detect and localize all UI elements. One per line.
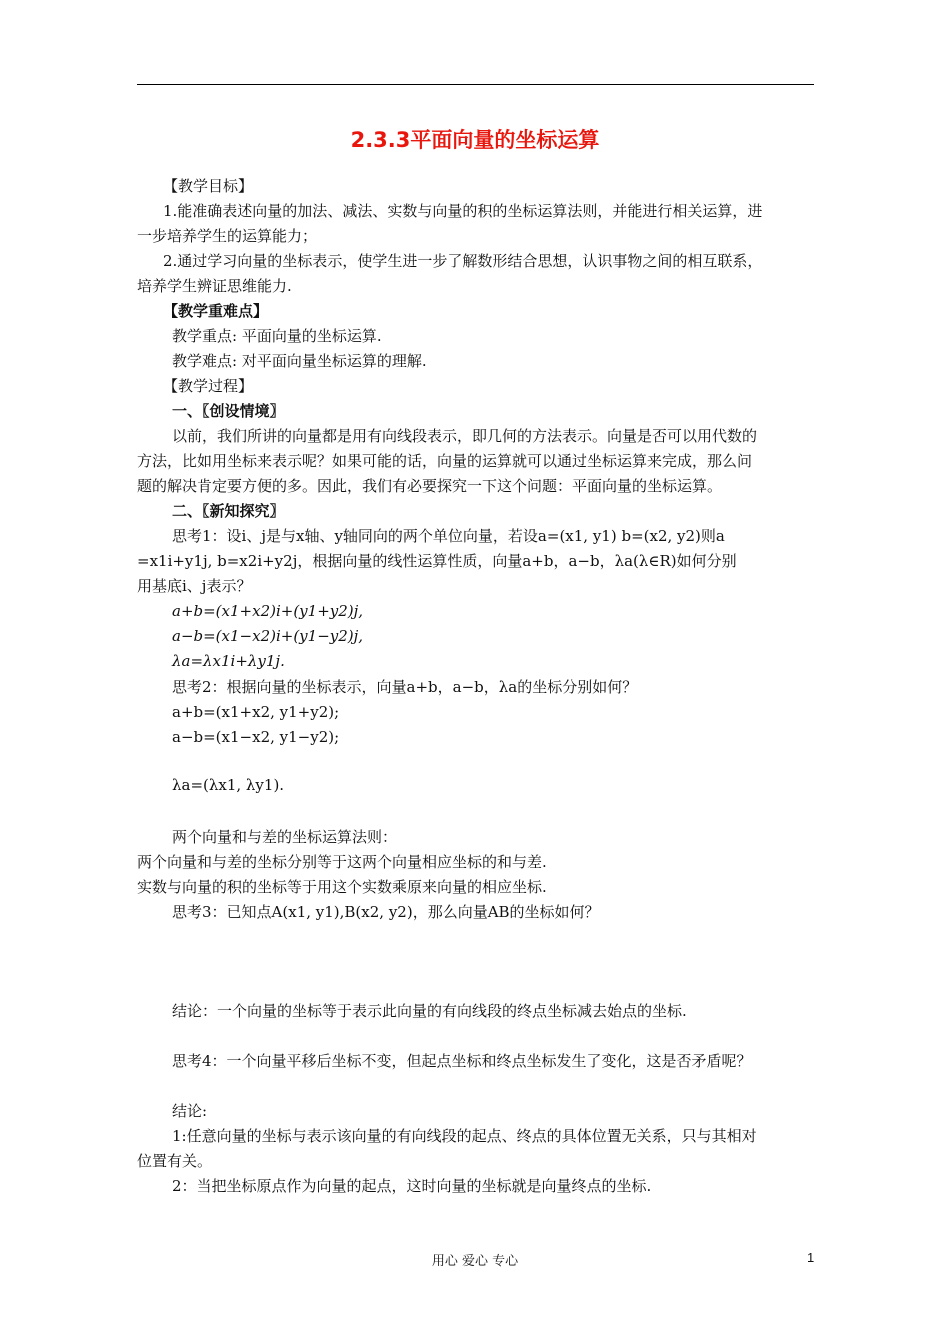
objectives-heading: 【教学目标】 [163, 177, 254, 195]
objective-1-line-1: 1.能准确表述向量的加法、减法、实数与向量的积的坐标运算法则，并能进行相关运算，进 [163, 202, 763, 220]
section-1-heading: 一、〖创设情境〗 [172, 402, 285, 420]
conclusion-2-heading: 结论: [172, 1102, 208, 1120]
equation-sum: a+b=(x1+x2)i+(y1+y2)j, [172, 602, 364, 620]
equation-difference: a−b=(x1−x2)i+(y1−y2)j, [172, 627, 364, 645]
conclusion-2-item-2: 2：当把坐标原点作为向量的起点，这时向量的坐标就是向量终点的坐标. [172, 1177, 652, 1195]
intro-line-3: 题的解决肯定要方便的多。因此，我们有必要探究一下这个问题：平面向量的坐标运算。 [137, 477, 723, 495]
coord-difference: a−b=(x1−x2, y1−y2); [172, 728, 340, 746]
coord-sum: a+b=(x1+x2, y1+y2); [172, 703, 340, 721]
page-footer: 用心 爱心 专心 [431, 1254, 519, 1269]
rule-sum-difference: 两个向量和与差的坐标分别等于这两个向量相应坐标的和与差. [137, 853, 547, 871]
rule-heading: 两个向量和与差的坐标运算法则： [172, 828, 398, 846]
page-number: 1 [807, 1250, 815, 1265]
objective-2-line-2: 培养学生辨证思维能力. [137, 277, 292, 295]
intro-line-1: 以前，我们所讲的向量都是用有向线段表示，即几何的方法表示。向量是否可以用代数的 [172, 427, 758, 445]
conclusion-2-item-1-line-1: 1:任意向量的坐标与表示该向量的有向线段的起点、终点的具体位置无关系，只与其相对 [172, 1127, 757, 1145]
objective-1-line-2: 一步培养学生的运算能力； [137, 227, 318, 245]
think-1-line-2: =x1i+y1j, b=x2i+y2j，根据向量的线性运算性质，向量a+b，a−b，λa(λ∈R)如何分别 [137, 552, 737, 570]
think-1-line-3: 用基底i、j表示？ [137, 577, 252, 595]
intro-line-2: 方法，比如用坐标来表示呢？如果可能的话，向量的运算就可以通过坐标运算来完成，那么问 [137, 452, 753, 470]
objective-2-line-1: 2.通过学习向量的坐标表示，使学生进一步了解数形结合思想，认识事物之间的相互联系， [163, 252, 763, 270]
conclusion-2-item-1-line-2: 位置有关。 [137, 1152, 213, 1170]
think-2: 思考2：根据向量的坐标表示，向量a+b，a−b，λa的坐标分别如何？ [172, 678, 638, 696]
think-1-line-1: 思考1：设i、j是与x轴、y轴同向的两个单位向量，若设a=(x1, y1) b=(x2, y2)则a [172, 527, 725, 545]
think-4: 思考4：一个向量平移后坐标不变，但起点坐标和终点坐标发生了变化，这是否矛盾呢？ [172, 1052, 752, 1070]
difficult-point: 教学难点: 对平面向量坐标运算的理解. [172, 352, 427, 370]
conclusion-1: 结论：一个向量的坐标等于表示此向量的有向线段的终点坐标减去始点的坐标. [172, 1002, 687, 1020]
equation-scalar: λa=λx1i+λy1j. [172, 652, 285, 670]
section-2-heading: 二、〖新知探究〗 [172, 502, 285, 520]
key-point: 教学重点: 平面向量的坐标运算. [172, 327, 382, 345]
header-rule [137, 84, 814, 85]
think-3: 思考3：已知点A(x1, y1),B(x2, y2)，那么向量AB的坐标如何？ [172, 903, 600, 921]
rule-scalar: 实数与向量的积的坐标等于用这个实数乘原来向量的相应坐标. [137, 878, 547, 896]
key-points-heading: 【教学重难点】 [163, 302, 269, 320]
process-heading: 【教学过程】 [163, 377, 254, 395]
coord-scalar: λa=(λx1, λy1). [172, 776, 285, 794]
page-title: 2.3.3平面向量的坐标运算 [350, 128, 600, 152]
